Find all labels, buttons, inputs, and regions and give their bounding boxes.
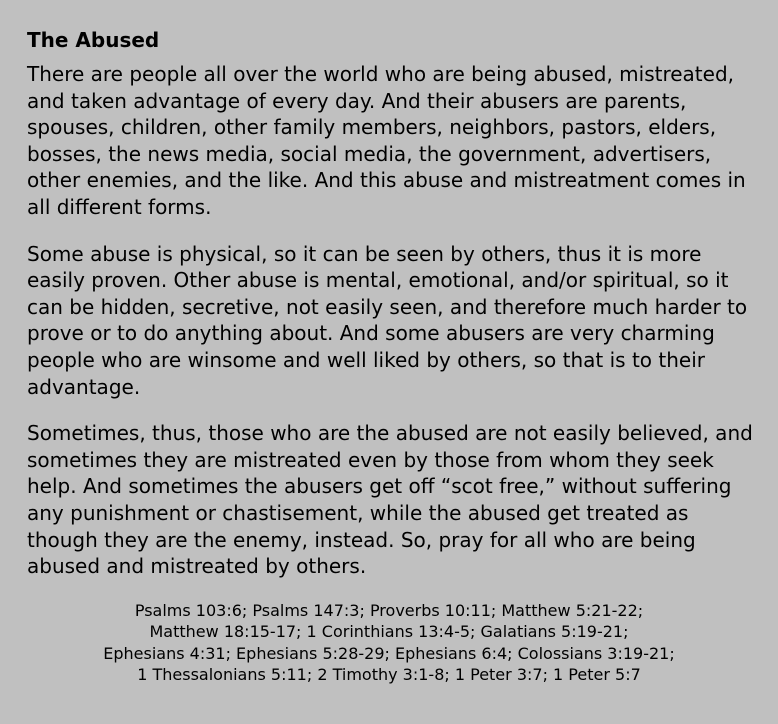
paragraph-3: Sometimes, thus, those who are the abused are not easily believed, and sometimes they are mistreated even by those from whom they seek help. And sometimes the abusers get off “scot free,” without suffering any punishment or chastisement, while the abused get treated as though they are the enemy, instead. So, pray for all who are being abused and mistreated by others. — [27, 421, 753, 579]
paragraph-2: Some abuse is physical, so it can be seen by others, thus it is more easily proven. Other abuse is mental, emotional, and/or spiritual, so it can be hidden, secretive, not easily seen, and therefore much harder to prove or to do anything about. And some abusers are very charming people who are winsome and well liked by others, so that is to their advantage. — [27, 241, 748, 399]
reference-line-2: Matthew 18:15-17; 1 Corinthians 13:4-5; Galatians 5:19-21; — [149, 622, 629, 642]
reference-line-3: Ephesians 4:31; Ephesians 5:28-29; Ephesians 6:4; Colossians 3:19-21; — [103, 643, 675, 663]
reference-line-1: Psalms 103:6; Psalms 147:3; Proverbs 10:11; Matthew 5:21-22; — [134, 600, 644, 620]
scripture-references — [27, 600, 754, 686]
reference-line-4: 1 Thessalonians 5:11; 2 Timothy 3:1-8; 1 Peter 3:7; 1 Peter 5:7 — [137, 665, 641, 685]
page-title: The Abused — [27, 28, 160, 52]
paragraph-1: There are people all over the world who are being abused, mistreated, and taken advantage of every day. And their abusers are parents, spouses, children, other family members, neighbors, pastors, elders, bosses, the news media, social media, the government, advertisers, other enemies, and the like. And this abuse and mistreatment comes in all different forms. — [27, 62, 746, 219]
